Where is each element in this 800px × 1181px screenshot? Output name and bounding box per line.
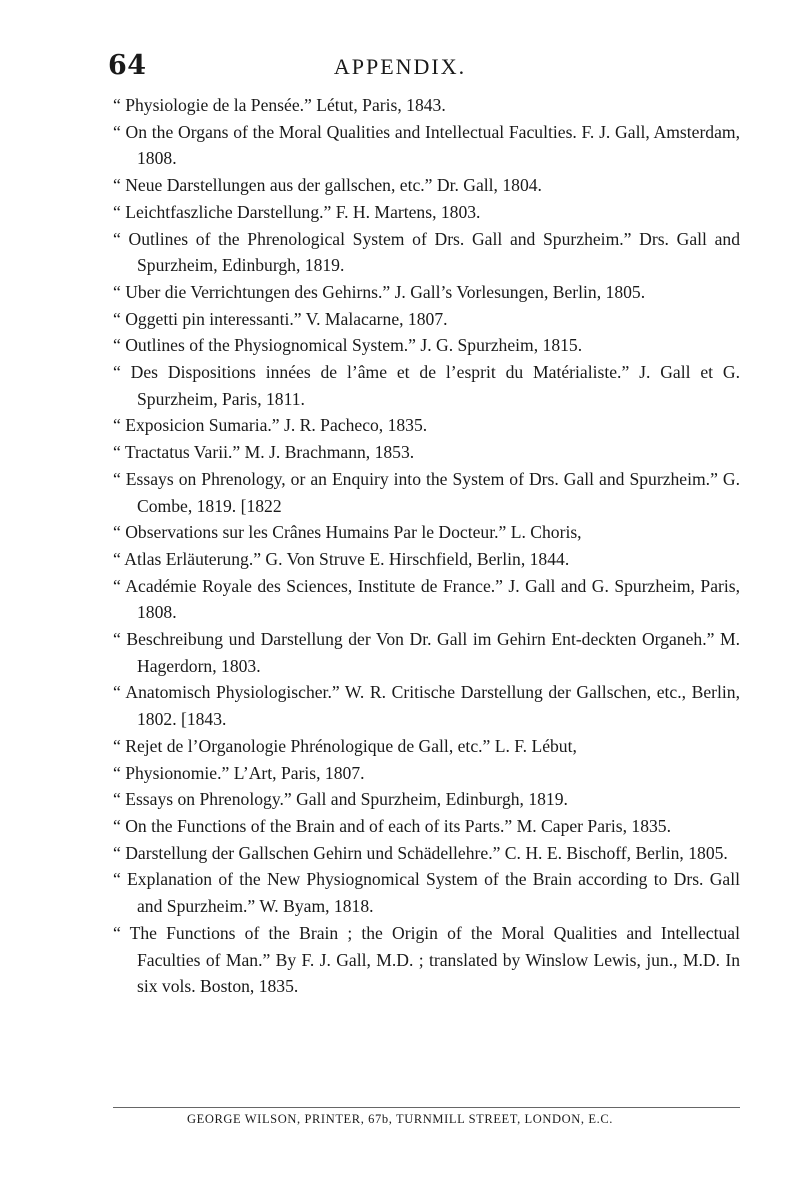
bibliography-entry: “ Observations sur les Crânes Humains Par le Docteur.” L. Choris, — [113, 522, 582, 543]
bibliography-entry: “ Oggetti pin interessanti.” V. Malacarne, 1807. — [113, 308, 448, 329]
bibliography-entry: “ Atlas Erläuterung.” G. Von Struve E. Hirschfield, Berlin, 1844. — [113, 548, 570, 569]
bibliography-entry: “ Neue Darstellungen aus der gallschen, etc.” Dr. Gall, 1804. — [113, 175, 542, 196]
bibliography-entry: “ Essays on Phrenology, or an Enquiry into the System of Drs. Gall and Spurzheim.” G. Combe, 1819. [1822 — [113, 468, 740, 516]
bibliography-entry: “ Rejet de l’Organologie Phrénologique de Gall, etc.” L. F. Lébut, — [113, 735, 577, 756]
printer-imprint: GEORGE WILSON, PRINTER, 67b, TURNMILL STREET, LONDON, E.C. — [187, 1112, 613, 1126]
bibliography-entry: “ Physiologie de la Pensée.” Létut, Paris, 1843. — [113, 95, 446, 115]
bibliography-entry: “ Darstellung der Gallschen Gehirn und Schädellehre.” C. H. E. Bischoff, Berlin, 1805. — [113, 842, 728, 863]
bibliography-entry: “ On the Organs of the Moral Qualities and Intellectual Faculties. F. J. Gall, Amsterdam, 1808. — [113, 121, 740, 169]
bibliography-entry: “ Uber die Verrichtungen des Gehirns.” J. Gall’s Vorlesungen, Berlin, 1805. — [113, 281, 646, 302]
page-header — [0, 50, 800, 84]
page-number: 64 — [108, 50, 147, 81]
bibliography-entry: “ Exposicion Sumaria.” J. R. Pacheco, 1835. — [113, 415, 428, 436]
bibliography-entry: “ Des Dispositions innées de l’âme et de l’esprit du Matérialiste.” J. Gall et G. Spurzheim, Paris, 1811. — [113, 362, 740, 409]
bibliography-list — [113, 92, 740, 1000]
bibliography-entry: “ Outlines of the Physiognomical System.” J. G. Spurzheim, 1815. — [113, 335, 583, 356]
bibliography-entry: “ Beschreibung und Darstellung der Von Dr. Gall im Gehirn Ent-deckten Organeh.” M. Hagerdorn, 1803. — [113, 629, 740, 676]
bibliography-entry: “ Explanation of the New Physiognomical System of the Brain according to Drs. Gall and Spurzheim.” W. Byam, 1818. — [113, 869, 740, 917]
bibliography-entry: “ Tractatus Varii.” M. J. Brachmann, 1853. — [113, 442, 415, 463]
footer-rule — [113, 1107, 740, 1108]
bibliography-entry: “ Essays on Phrenology.” Gall and Spurzheim, Edinburgh, 1819. — [113, 789, 568, 810]
bibliography-entry: “ Physionomie.” L’Art, Paris, 1807. — [113, 762, 365, 783]
bibliography-entry: “ Leichtfaszliche Darstellung.” F. H. Martens, 1803. — [113, 201, 481, 222]
bibliography-entry: “ Anatomisch Physiologischer.” W. R. Critische Darstellung der Gallschen, etc., Berlin, 1802. [1843. — [113, 682, 740, 730]
bibliography-entry: “ The Functions of the Brain ; the Origin of the Moral Qualities and Intellectual Faculties of Man.” By F. J. Gall, M.D. ; translated by Winslow Lewis, jun., M.D. In six vols. Boston, 1835. — [113, 922, 740, 997]
bibliography-entry: “ Académie Royale des Sciences, Institute de France.” J. Gall and G. Spurzheim, Paris, 1808. — [113, 575, 740, 623]
bibliography-entry: “ On the Functions of the Brain and of each of its Parts.” M. Caper Paris, 1835. — [113, 815, 672, 836]
bibliography-entry: “ Outlines of the Phrenological System of Drs. Gall and Spurzheim.” Drs. Gall and Spurzheim, Edinburgh, 1819. — [113, 228, 740, 276]
running-head: APPENDIX. — [333, 54, 467, 79]
